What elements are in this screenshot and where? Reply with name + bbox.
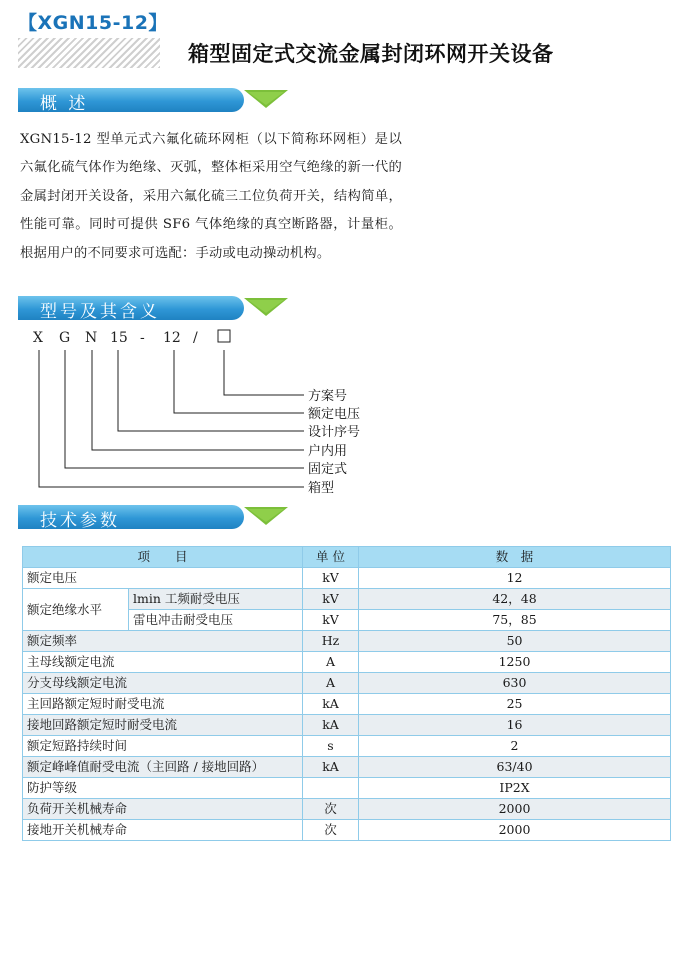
code-letter: N — [85, 330, 98, 346]
cell-subitem: 雷电冲击耐受电压 — [129, 610, 303, 631]
table-row — [23, 589, 671, 610]
meaning-label: 箱型 — [308, 481, 335, 496]
green-triangle-icon — [244, 298, 288, 318]
cell-item: 接地开关机械寿命 — [23, 820, 303, 841]
cell-unit: s — [303, 736, 359, 757]
cell-unit: A — [303, 652, 359, 673]
cell-item: 主回路额定短时耐受电流 — [23, 694, 303, 715]
cell-item: 额定绝缘水平 — [23, 589, 129, 631]
leader-lines — [39, 350, 304, 487]
cell-value: 2 — [359, 736, 671, 757]
square-placeholder-icon — [218, 330, 230, 342]
cell-unit: kA — [303, 715, 359, 736]
cell-unit: Hz — [303, 631, 359, 652]
cell-unit: kV — [303, 589, 359, 610]
header-item: 项 目 — [23, 547, 303, 568]
designation-diagram — [0, 320, 420, 500]
table-row — [23, 631, 671, 652]
cell-value: 2000 — [359, 820, 671, 841]
cell-value: 1250 — [359, 652, 671, 673]
green-triangle-icon — [244, 90, 288, 110]
cell-unit: kA — [303, 694, 359, 715]
section-title-params: 技术参数 — [40, 511, 120, 531]
section-title-meaning: 型号及其含义 — [40, 302, 160, 322]
table-row — [23, 757, 671, 778]
code-letter: / — [193, 330, 198, 346]
cell-item: 额定电压 — [23, 568, 303, 589]
cell-unit: kV — [303, 610, 359, 631]
table-row — [23, 820, 671, 841]
table-header-row — [23, 547, 671, 568]
code-letter: 12 — [163, 330, 181, 346]
table-row — [23, 736, 671, 757]
cell-unit: 次 — [303, 820, 359, 841]
cell-item: 接地回路额定短时耐受电流 — [23, 715, 303, 736]
table-row — [23, 673, 671, 694]
cell-subitem: lmin 工频耐受电压 — [129, 589, 303, 610]
cell-unit: 次 — [303, 799, 359, 820]
code-letter: X — [33, 330, 43, 346]
cell-unit: kA — [303, 757, 359, 778]
model-tag: 【XGN15-12】 — [18, 12, 168, 34]
intro-paragraph: XGN15-12 型单元式六氟化硫环网柜（以下简称环网柜）是以六氟化硫气体作为绝缘、灭弧，整体柜采用空气绝缘的新一代的金属封闭开关设备，采用六氟化硫三工位负荷开关，结构简单，性能可靠。同时可提供 SF6 气体绝缘的真空断路器，计量柜。根据用户的不同要求可选配：手动或电动操动机构。 — [20, 132, 402, 261]
cell-value: 12 — [359, 568, 671, 589]
meaning-label: 固定式 — [308, 462, 348, 477]
section-banner-meaning — [18, 296, 272, 322]
cell-item: 分支母线额定电流 — [23, 673, 303, 694]
cell-item: 额定短路持续时间 — [23, 736, 303, 757]
cell-value: IP2X — [359, 778, 671, 799]
cell-value: 16 — [359, 715, 671, 736]
meaning-label: 方案号 — [308, 389, 348, 404]
header-unit: 单 位 — [303, 547, 359, 568]
cell-value: 2000 — [359, 799, 671, 820]
parameter-table — [22, 546, 671, 841]
section-banner-params — [18, 505, 272, 531]
cell-item: 防护等级 — [23, 778, 303, 799]
table-row — [23, 652, 671, 673]
table-row — [23, 715, 671, 736]
cell-value: 75，85 — [359, 610, 671, 631]
cell-value: 63/40 — [359, 757, 671, 778]
table-row — [23, 694, 671, 715]
cell-unit: A — [303, 673, 359, 694]
table-row — [23, 568, 671, 589]
cell-item: 主母线额定电流 — [23, 652, 303, 673]
cell-value: 630 — [359, 673, 671, 694]
cell-value: 25 — [359, 694, 671, 715]
code-letter: G — [59, 330, 71, 346]
header-value: 数 据 — [359, 547, 671, 568]
meaning-label: 设计序号 — [308, 425, 361, 440]
section-title-overview: 概 述 — [40, 94, 89, 114]
table-row — [23, 778, 671, 799]
cell-unit: kV — [303, 568, 359, 589]
table-row — [23, 799, 671, 820]
meaning-label: 额定电压 — [308, 407, 361, 422]
hatch-decoration — [18, 38, 160, 68]
cell-item: 负荷开关机械寿命 — [23, 799, 303, 820]
code-letter: - — [140, 330, 145, 346]
cell-item: 额定峰峰值耐受电流（主回路 / 接地回路） — [23, 757, 303, 778]
cell-item: 额定频率 — [23, 631, 303, 652]
cell-unit — [303, 778, 359, 799]
document-title: 箱型固定式交流金属封闭环网开关设备 — [188, 42, 554, 66]
code-letter: 15 — [110, 330, 128, 346]
cell-value: 50 — [359, 631, 671, 652]
green-triangle-icon — [244, 507, 288, 527]
cell-value: 42，48 — [359, 589, 671, 610]
section-banner-overview — [18, 88, 272, 114]
meaning-label: 户内用 — [308, 444, 348, 459]
